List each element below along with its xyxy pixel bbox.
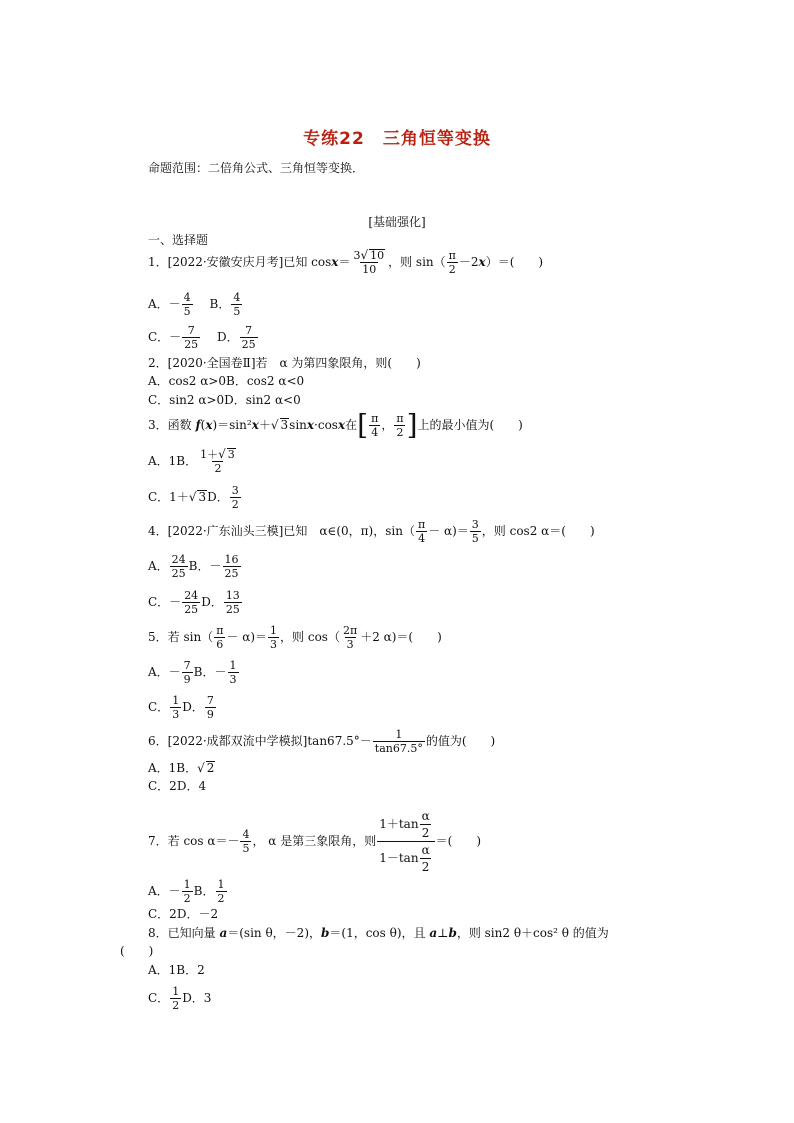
option-b[interactable]: B． — [209, 297, 231, 311]
topic-scope: 命题范围：二倍角公式、三角恒等变换． — [148, 161, 365, 175]
question-3-stem: 3．函数 f(x)＝sin²x＋√ 3sinx·cosx在[ $\frac{\pi}{4}$ ， $\frac{\pi}{2}$ ]上的最小值为( ) — [148, 408, 523, 442]
page-title: 专练22 三角恒等变换 — [303, 129, 491, 149]
question-3-options-ab[interactable]: A．1B． $\frac{1+√ 3}{2}$ — [148, 447, 235, 475]
question-7-options-cd[interactable]: C．2D．－2 — [148, 907, 219, 921]
question-2-options-cd[interactable]: C．sin2 α>0D．sin2 α<0 — [148, 393, 301, 407]
section-heading: 一、选择题 — [148, 233, 209, 247]
question-3-options-cd[interactable]: C．1＋√ 3D． $\frac{3}{2}$ — [148, 484, 239, 511]
question-8-answer-blank: ( ) — [120, 944, 154, 958]
frac-pi-over-2: $\frac{\pi}{2}$ — [448, 249, 456, 276]
option-c[interactable]: C．－ — [148, 330, 182, 344]
question-5-stem: 5．若 sin（ $\frac{\pi}{6}$ － α)＝ $\frac{1}{3}$ ，则 cos（ $\frac{2\pi}{3}$ ＋2 α)＝( ) — [148, 624, 442, 651]
question-5-options-ab[interactable]: A．－ $\frac{7}{9}$ B．－ $\frac{1}{3}$ — [148, 659, 237, 686]
option-d[interactable]: D． — [217, 330, 239, 344]
question-8-options-cd[interactable]: C． $\frac{1}{2}$ D．3 — [148, 985, 212, 1012]
half-angle-fraction: 1＋tan $\frac{\alpha}{2}$ 1－tan $\frac{\alpha}{2}$ — [377, 808, 434, 875]
question-6-options-ab[interactable]: A．1B．√ 2 — [148, 761, 215, 775]
question-6-options-cd[interactable]: C．2D．4 — [148, 779, 207, 793]
question-2-stem: 2．[2020·全国卷Ⅱ]若 α 为第四象限角，则( ) — [148, 356, 421, 370]
question-2-options-ab[interactable]: A．cos2 α>0B．cos2 α<0 — [148, 374, 305, 388]
question-6-stem: 6．[2022·成都双流中学模拟]tan67.5°－ $\frac{1}{\tan 67.5^\circ}$ 的值为( ) — [148, 728, 496, 755]
question-4-stem: 4．[2022·广东汕头三模]已知 α∈(0，π)，sin（ $\frac{\pi}{4}$ － α)＝ $\frac{3}{5}$ ，则 cos2 α＝( ) — [148, 518, 595, 545]
question-5-options-cd[interactable]: C． $\frac{1}{3}$ D． $\frac{7}{9}$ — [148, 694, 214, 721]
question-1-options-ab: A．－ $\frac{4}{5}$ B． $\frac{4}{5}$ — [148, 291, 241, 318]
question-4-options-cd[interactable]: C．－ $\frac{24}{25}$ D． $\frac{13}{25}$ — [148, 589, 240, 616]
question-8-options-ab[interactable]: A．1B．2 — [148, 963, 205, 977]
question-1-stem: 1．[2022·安徽安庆月考]已知 cosx＝ $\frac{3√ 10}{10}$ ，则 sin（ $\frac{\pi}{2}$ －2x）＝( ) — [148, 248, 544, 276]
frac-3-sqrt10-over-10: $\frac{3√ 10}{10}$ — [353, 248, 385, 276]
question-7-options-ab[interactable]: A．－ $\frac{1}{2}$ B． $\frac{1}{2}$ — [148, 878, 225, 905]
question-4-options-ab[interactable]: A． $\frac{24}{25}$ B．－ $\frac{16}{25}$ — [148, 553, 239, 580]
question-8-stem: 8．已知向量 a＝(sin θ，－2)，b＝(1，cos θ)，且 a⊥b，则 sin2 θ＋cos² θ 的值为 — [148, 926, 609, 940]
section-tag: [基础强化] — [368, 215, 426, 229]
question-7-stem: 7．若 cos α＝－ $\frac{4}{5}$ ， α 是第三象限角，则 1＋tan $\frac{\alpha}{2}$ 1－tan $\frac{\alpha}{2}$ ＝( ) — [148, 809, 482, 874]
option-a[interactable]: A．－ — [148, 297, 181, 311]
question-1-options-cd: C．－ $\frac{7}{25}$ D． $\frac{7}{25}$ — [148, 324, 256, 351]
